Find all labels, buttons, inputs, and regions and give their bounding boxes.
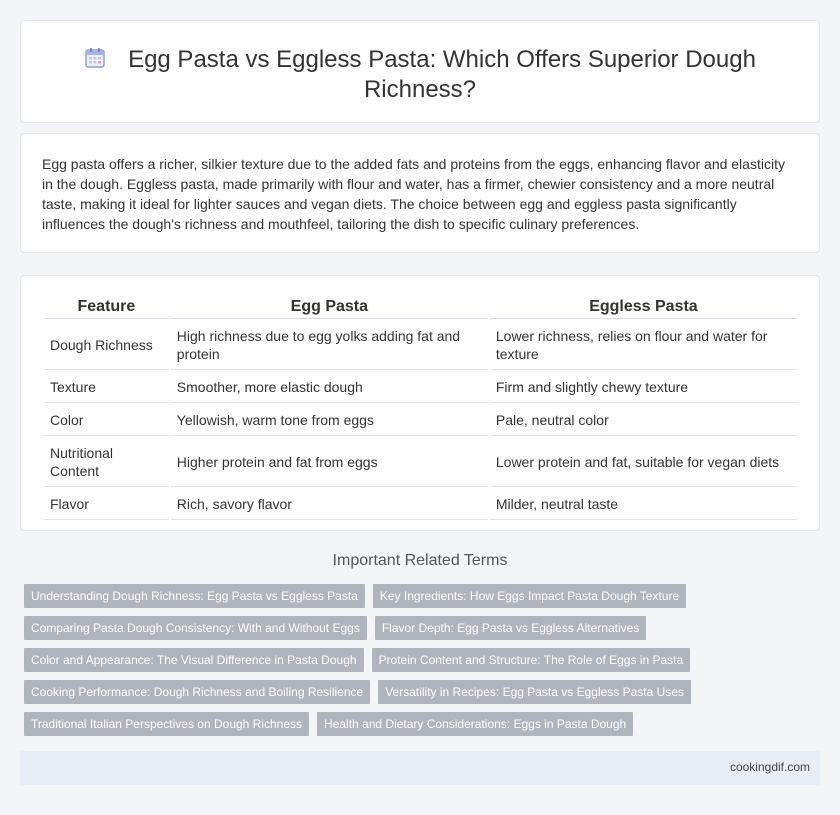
related-term-tag[interactable]: Cooking Performance: Dough Richness and Boiling Resilience [24, 680, 370, 704]
table-cell: Pale, neutral color [490, 405, 797, 436]
table-cell: Milder, neutral taste [490, 489, 797, 520]
header-egg-pasta: Egg Pasta [171, 295, 488, 319]
related-term-tag[interactable]: Color and Appearance: The Visual Difference in Pasta Dough [24, 648, 364, 672]
table-row [44, 489, 797, 520]
footer [20, 751, 820, 785]
footer-site-link[interactable]: cookingdif.com [729, 760, 810, 774]
table-cell: Higher protein and fat from eggs [171, 438, 488, 487]
table-cell: Firm and slightly chewy texture [490, 372, 797, 403]
table-cell: Nutritional Content [44, 438, 169, 487]
related-term-tag[interactable]: Protein Content and Structure: The Role of Eggs in Pasta [372, 648, 691, 672]
related-term-tag[interactable]: Understanding Dough Richness: Egg Pasta vs Eggless Pasta [24, 584, 365, 608]
related-term-tag[interactable]: Versatility in Recipes: Egg Pasta vs Eggless Pasta Uses [378, 680, 691, 704]
table-row [44, 405, 797, 436]
table-row [44, 372, 797, 403]
table-cell: Yellowish, warm tone from eggs [171, 405, 488, 436]
page-title: Egg Pasta vs Eggless Pasta: Which Offers Superior Dough Richness? [128, 46, 756, 103]
related-term-tag[interactable]: Traditional Italian Perspectives on Dough Richness [24, 712, 309, 736]
related-term-tag[interactable]: Comparing Pasta Dough Consistency: With and Without Eggs [24, 616, 367, 640]
title-card [20, 20, 820, 123]
page-title-wrap [61, 45, 779, 105]
related-term-tag[interactable]: Health and Dietary Considerations: Eggs in Pasta Dough [317, 712, 633, 736]
header-feature: Feature [44, 295, 169, 319]
table-cell: Dough Richness [44, 321, 169, 370]
table-cell: Lower richness, relies on flour and water for texture [490, 321, 797, 370]
description-text: Egg pasta offers a richer, silkier texture due to the added fats and proteins from the eggs, enhancing flavor and elasticity in the dough. Eggless pasta, made primarily with flour and water, has a firmer, chewier consistency and a more neutral taste, making it ideal for lighter sauces and vegan diets. The choice between egg and eggless pasta significantly influences the dough's richness and mouthfeel, tailoring the dish to specific culinary preferences. [42, 156, 785, 232]
table-cell: Rich, savory flavor [171, 489, 488, 520]
table-header-row [44, 295, 797, 319]
header-eggless-pasta: Eggless Pasta [490, 295, 797, 319]
related-terms-heading: Important Related Terms [332, 552, 508, 569]
table-cell: Texture [44, 372, 169, 403]
related-term-tag[interactable]: Flavor Depth: Egg Pasta vs Eggless Alternatives [375, 616, 646, 640]
related-terms-list [24, 584, 824, 744]
table-cell: High richness due to egg yolks adding fat and protein [171, 321, 488, 370]
table-cell: Color [44, 405, 169, 436]
related-term-tag[interactable]: Key Ingredients: How Eggs Impact Pasta Dough Texture [373, 584, 686, 608]
comparison-table-card [20, 275, 820, 531]
table-cell: Smoother, more elastic dough [171, 372, 488, 403]
table-cell: Lower protein and fat, suitable for vegan diets [490, 438, 797, 487]
calendar-icon [84, 47, 106, 69]
table-row [44, 321, 797, 370]
table-row [44, 438, 797, 487]
description-card [20, 133, 820, 253]
comparison-table [42, 293, 799, 522]
table-cell: Flavor [44, 489, 169, 520]
